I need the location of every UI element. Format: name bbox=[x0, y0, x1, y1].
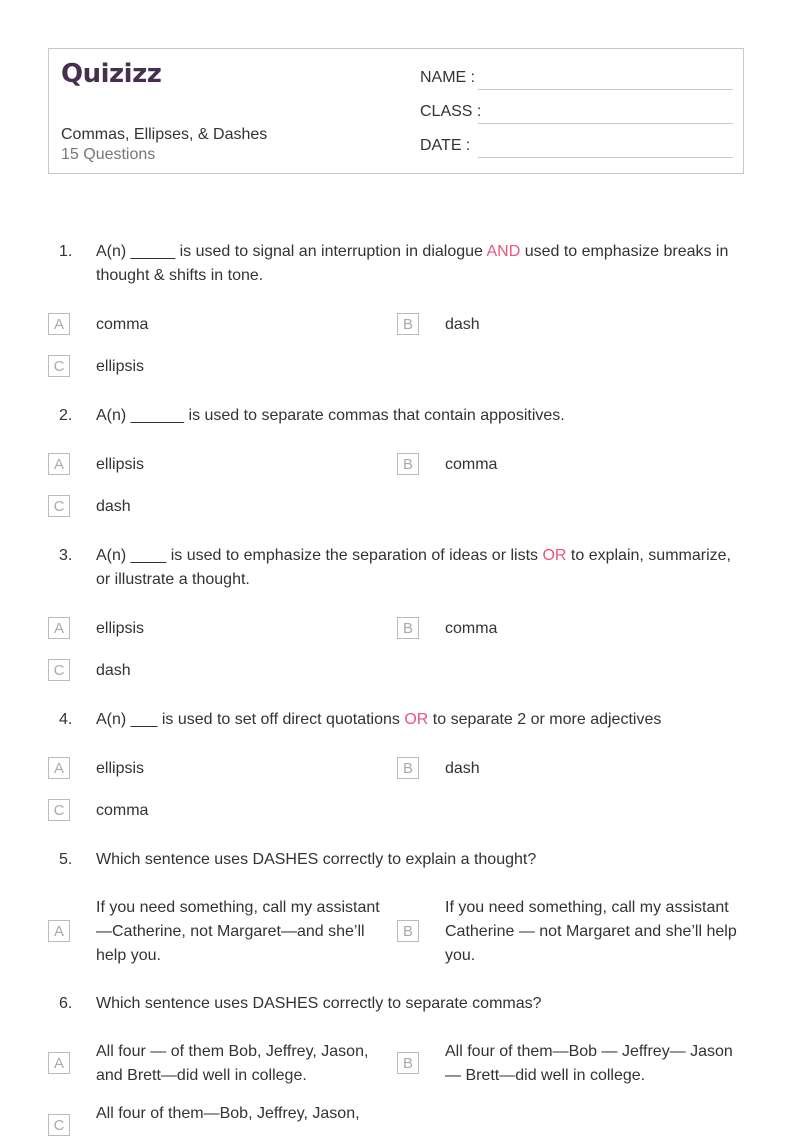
class-line bbox=[478, 123, 733, 124]
option-box-b[interactable]: B bbox=[397, 757, 419, 779]
option-box-b[interactable]: B bbox=[397, 1052, 419, 1074]
question-number: 6. bbox=[59, 995, 73, 1012]
question-number: 2. bbox=[59, 407, 73, 424]
option-text: dash bbox=[445, 760, 480, 777]
option-box-b[interactable]: B bbox=[397, 920, 419, 942]
quizizz-logo: Quizizz bbox=[61, 59, 162, 89]
date-line bbox=[478, 157, 733, 158]
highlight-keyword: AND bbox=[486, 243, 521, 260]
question-count: 15 Questions bbox=[61, 146, 156, 163]
question-text bbox=[96, 708, 746, 732]
name-label: NAME : bbox=[420, 69, 476, 86]
text-part: A(n) _____ is used to signal an interruption in dialogue bbox=[96, 243, 487, 260]
option-text: comma bbox=[445, 456, 498, 473]
highlight-keyword: OR bbox=[542, 547, 567, 564]
question-number: 3. bbox=[59, 547, 73, 564]
option-box-a[interactable]: A bbox=[48, 920, 70, 942]
name-line bbox=[478, 89, 733, 90]
option-text: ellipsis bbox=[96, 760, 145, 777]
question-number: 5. bbox=[59, 851, 73, 868]
option-box-a[interactable]: A bbox=[48, 757, 70, 779]
option-box-a[interactable]: A bbox=[48, 1052, 70, 1074]
option-box-c[interactable]: C bbox=[48, 659, 70, 681]
option-text: comma bbox=[96, 316, 149, 333]
option-text: dash bbox=[96, 662, 131, 679]
text-part: A(n) ____ is used to emphasize the separation of ideas or lists bbox=[96, 547, 543, 564]
option-text: If you need something, call my assistant —Catherine, not Margaret—and she’ll help you. bbox=[96, 899, 380, 964]
option-box-b[interactable]: B bbox=[397, 617, 419, 639]
option-text: dash bbox=[445, 316, 480, 333]
text-part: to separate 2 or more adjectives bbox=[428, 711, 662, 728]
class-label: CLASS : bbox=[420, 103, 482, 120]
option-box-a[interactable]: A bbox=[48, 313, 70, 335]
worksheet-header bbox=[48, 48, 744, 174]
option-box-b[interactable]: B bbox=[397, 313, 419, 335]
question-text: Which sentence uses DASHES correctly to separate commas? bbox=[96, 995, 542, 1012]
option-text: If you need something, call my assistant Catherine — not Margaret and she’ll help you. bbox=[445, 899, 737, 964]
text-part: to explain, summarize, or illustrate a thought. bbox=[96, 547, 731, 588]
question-text bbox=[96, 544, 746, 592]
option-text: ellipsis bbox=[96, 456, 145, 473]
option-text: All four — of them Bob, Jeffrey, Jason, and Brett—did well in college. bbox=[96, 1043, 369, 1084]
option-box-c[interactable]: C bbox=[48, 495, 70, 517]
question-number: 1. bbox=[59, 243, 73, 260]
highlight-keyword: OR bbox=[404, 711, 429, 728]
option-box-a[interactable]: A bbox=[48, 617, 70, 639]
option-text: ellipsis bbox=[96, 358, 145, 375]
option-box-b[interactable]: B bbox=[397, 453, 419, 475]
text-part: A(n) ___ is used to set off direct quotations bbox=[96, 711, 405, 728]
question-text bbox=[96, 240, 746, 288]
option-text: dash bbox=[96, 498, 131, 515]
text-part: used to emphasize breaks in thought & shifts in tone. bbox=[96, 243, 729, 284]
option-text: comma bbox=[445, 620, 498, 637]
date-label: DATE : bbox=[420, 137, 471, 154]
option-box-a[interactable]: A bbox=[48, 453, 70, 475]
option-box-c[interactable]: C bbox=[48, 1114, 70, 1136]
option-text: comma bbox=[96, 802, 149, 819]
worksheet-title: Commas, Ellipses, & Dashes bbox=[61, 126, 268, 143]
question-number: 4. bbox=[59, 711, 73, 728]
option-text: All four of them—Bob, Jeffrey, Jason, bbox=[96, 1105, 360, 1122]
option-text: All four of them—Bob — Jeffrey— Jason — Brett—did well in college. bbox=[445, 1043, 733, 1084]
option-text: ellipsis bbox=[96, 620, 145, 637]
option-box-c[interactable]: C bbox=[48, 355, 70, 377]
option-box-c[interactable]: C bbox=[48, 799, 70, 821]
question-text: Which sentence uses DASHES correctly to explain a thought? bbox=[96, 851, 537, 868]
question-text: A(n) ______ is used to separate commas that contain appositives. bbox=[96, 407, 565, 424]
